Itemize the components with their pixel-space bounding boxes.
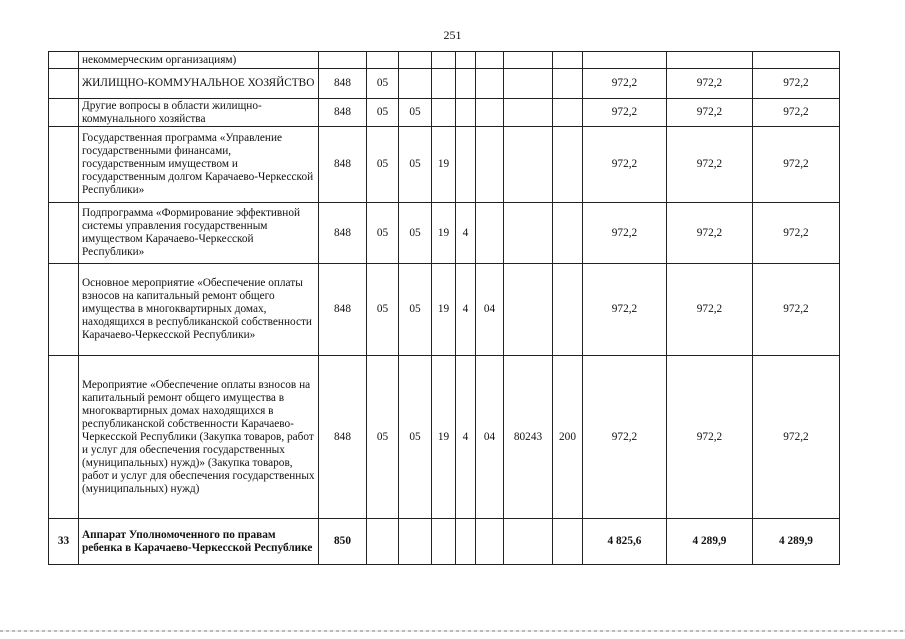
section-code-cell: 05 (367, 99, 399, 127)
subprogram-code-cell (456, 52, 476, 69)
direction-code-cell (504, 264, 553, 356)
table-row (49, 52, 840, 69)
subsection-code-cell (399, 519, 432, 565)
table-row (49, 264, 840, 356)
subprogram-code-cell (456, 99, 476, 127)
ministry-code-cell: 848 (319, 99, 367, 127)
section-code-cell (367, 519, 399, 565)
expense-type-cell (553, 69, 583, 99)
expense-type-cell (553, 127, 583, 203)
direction-code-cell (504, 127, 553, 203)
subsection-code-cell (399, 69, 432, 99)
section-code-cell: 05 (367, 69, 399, 99)
program-code-cell (432, 99, 456, 127)
event-code-cell: 04 (476, 264, 504, 356)
item-name-cell: Государственная программа «Управление государственными финансами, государственным имуществом и государственным долгом Карачаево-Черкесской Республики» (79, 127, 319, 203)
amount-year3-cell: 972,2 (753, 127, 840, 203)
section-code-cell: 05 (367, 356, 399, 519)
item-name-cell: Другие вопросы в области жилищно-коммунального хозяйства (79, 99, 319, 127)
table-row (49, 203, 840, 264)
subprogram-code-cell: 4 (456, 356, 476, 519)
item-name-cell: ЖИЛИЩНО-КОММУНАЛЬНОЕ ХОЗЯЙСТВО (79, 69, 319, 99)
subsection-code-cell: 05 (399, 356, 432, 519)
program-code-cell: 19 (432, 356, 456, 519)
subprogram-code-cell: 4 (456, 203, 476, 264)
event-code-cell (476, 99, 504, 127)
amount-year1-cell: 972,2 (583, 127, 667, 203)
section-code-cell: 05 (367, 203, 399, 264)
subsection-code-cell (399, 52, 432, 69)
direction-code-cell (504, 203, 553, 264)
expense-type-cell (553, 203, 583, 264)
section-code-cell: 05 (367, 264, 399, 356)
ministry-code-cell: 850 (319, 519, 367, 565)
amount-year2-cell: 972,2 (667, 356, 753, 519)
amount-year1-cell: 972,2 (583, 203, 667, 264)
amount-year2-cell: 972,2 (667, 264, 753, 356)
event-code-cell (476, 52, 504, 69)
program-code-cell: 19 (432, 203, 456, 264)
amount-year3-cell: 972,2 (753, 264, 840, 356)
direction-code-cell (504, 69, 553, 99)
row-number-cell (49, 69, 79, 99)
event-code-cell (476, 127, 504, 203)
program-code-cell (432, 69, 456, 99)
event-code-cell: 04 (476, 356, 504, 519)
amount-year3-cell (753, 52, 840, 69)
program-code-cell (432, 519, 456, 565)
subprogram-code-cell: 4 (456, 264, 476, 356)
row-number-cell (49, 264, 79, 356)
table-row (49, 519, 840, 565)
item-name-cell: некоммерческим организациям) (79, 52, 319, 69)
direction-code-cell (504, 99, 553, 127)
expense-type-cell (553, 99, 583, 127)
budget-table (48, 51, 840, 565)
amount-year2-cell: 972,2 (667, 203, 753, 264)
row-number-cell (49, 127, 79, 203)
item-name-cell: Аппарат Уполномоченного по правам ребенка в Карачаево-Черкесской Республике (79, 519, 319, 565)
ministry-code-cell: 848 (319, 69, 367, 99)
amount-year2-cell: 972,2 (667, 69, 753, 99)
program-code-cell: 19 (432, 264, 456, 356)
program-code-cell: 19 (432, 127, 456, 203)
amount-year3-cell: 972,2 (753, 69, 840, 99)
ministry-code-cell: 848 (319, 264, 367, 356)
amount-year3-cell: 972,2 (753, 203, 840, 264)
direction-code-cell (504, 519, 553, 565)
scan-edge-line (0, 630, 905, 632)
amount-year3-cell: 972,2 (753, 99, 840, 127)
expense-type-cell (553, 519, 583, 565)
ministry-code-cell: 848 (319, 356, 367, 519)
event-code-cell (476, 203, 504, 264)
subsection-code-cell: 05 (399, 264, 432, 356)
table-row (49, 356, 840, 519)
row-number-cell (49, 203, 79, 264)
expense-type-cell (553, 52, 583, 69)
item-name-cell: Мероприятие «Обеспечение оплаты взносов на капитальный ремонт общего имущества в многоквартирных домах находящихся в республиканской собственности Карачаево-Черкесской Республики (Закупка товаров, работ и услуг для обеспечения государственных (муниципальных) нужд)» (Закупка товаров, работ и услуг для обеспечения государственных (муниципальных) нужд) (79, 356, 319, 519)
amount-year2-cell: 972,2 (667, 127, 753, 203)
ministry-code-cell (319, 52, 367, 69)
table-row (49, 127, 840, 203)
subsection-code-cell: 05 (399, 99, 432, 127)
row-number-cell (49, 99, 79, 127)
table-row (49, 99, 840, 127)
amount-year1-cell: 4 825,6 (583, 519, 667, 565)
section-code-cell: 05 (367, 127, 399, 203)
amount-year1-cell: 972,2 (583, 264, 667, 356)
subprogram-code-cell (456, 519, 476, 565)
amount-year1-cell: 972,2 (583, 99, 667, 127)
ministry-code-cell: 848 (319, 127, 367, 203)
event-code-cell (476, 519, 504, 565)
subprogram-code-cell (456, 127, 476, 203)
expense-type-cell: 200 (553, 356, 583, 519)
direction-code-cell (504, 52, 553, 69)
row-number-cell (49, 356, 79, 519)
amount-year3-cell: 972,2 (753, 356, 840, 519)
expense-type-cell (553, 264, 583, 356)
amount-year1-cell: 972,2 (583, 69, 667, 99)
amount-year2-cell: 4 289,9 (667, 519, 753, 565)
table-body (49, 52, 840, 565)
amount-year2-cell (667, 52, 753, 69)
ministry-code-cell: 848 (319, 203, 367, 264)
table-row (49, 69, 840, 99)
row-number-cell (49, 52, 79, 69)
amount-year1-cell: 972,2 (583, 356, 667, 519)
item-name-cell: Основное мероприятие «Обеспечение оплаты взносов на капитальный ремонт общего имущества в многоквартирных домах, находящихся в республиканской собственности Карачаево-Черкесской Республики» (79, 264, 319, 356)
subsection-code-cell: 05 (399, 127, 432, 203)
item-name-cell: Подпрограмма «Формирование эффективной системы управления государственным имуществом Карачаево-Черкесской Республики» (79, 203, 319, 264)
row-number-cell: 33 (49, 519, 79, 565)
amount-year3-cell: 4 289,9 (753, 519, 840, 565)
subsection-code-cell: 05 (399, 203, 432, 264)
page-number: 251 (443, 28, 462, 42)
subprogram-code-cell (456, 69, 476, 99)
program-code-cell (432, 52, 456, 69)
amount-year1-cell (583, 52, 667, 69)
direction-code-cell: 80243 (504, 356, 553, 519)
event-code-cell (476, 69, 504, 99)
section-code-cell (367, 52, 399, 69)
amount-year2-cell: 972,2 (667, 99, 753, 127)
